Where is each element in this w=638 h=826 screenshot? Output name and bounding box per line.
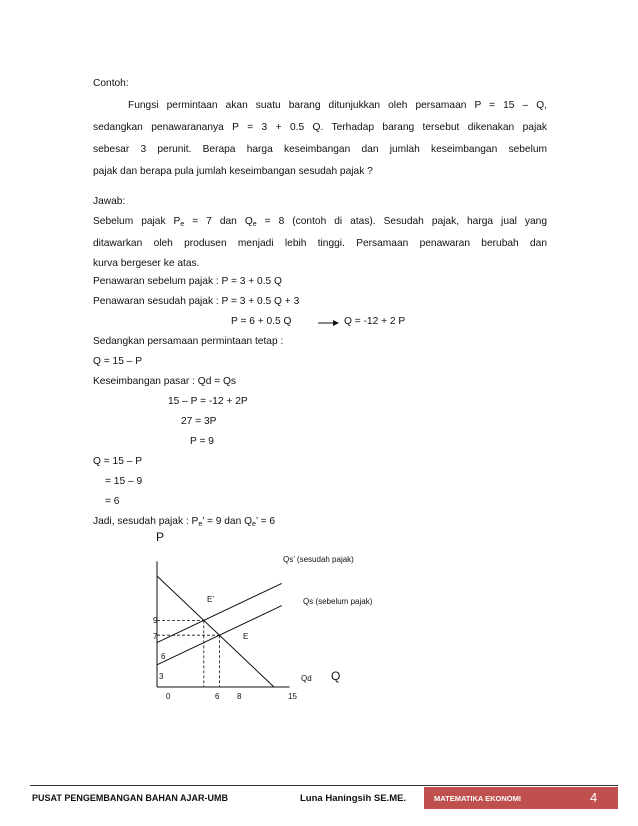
y-tick-9: 9	[153, 616, 158, 625]
before-tax-line: Sebelum pajak $P_e = 7$ dan $Q_e = 8$ (contoh di atas). Sesudah pajak, harga jual yang	[93, 216, 547, 228]
x-tick-15: 15	[288, 692, 297, 701]
q-step-2: = 15 – 9	[105, 476, 143, 487]
y-tick-3: 3	[159, 672, 164, 681]
qd-label: Qd	[301, 674, 312, 683]
solve-step-3: P = 9	[190, 436, 214, 447]
conclusion: Jadi, sesudah pajak : $P_e$’ = 9 dan $Q_e$’ = 6	[93, 516, 276, 528]
demand-fixed: Sedangkan persamaan permintaan tetap :	[93, 336, 284, 347]
footer-author: Luna Haningsih SE.ME.	[300, 793, 407, 804]
y-axis-label: P	[156, 530, 165, 544]
x-axis-label: Q	[331, 669, 341, 683]
para-line-2: kurva bergeser ke atas.	[93, 258, 200, 269]
solve-step-2: 27 = 3P	[181, 416, 217, 427]
q-step-3: = 6	[105, 496, 120, 507]
x-tick-0: 0	[166, 692, 171, 701]
x-tick-6: 6	[215, 692, 220, 701]
example-line-3: sebesar 3 perunit. Berapa harga keseimbangan dan jumlah keseimbangan sebelum	[93, 144, 547, 155]
y-tick-6: 6	[161, 652, 166, 661]
footer-course: MATEMATIKA EKONOMI	[434, 794, 521, 803]
equilibrium-condition: Keseimbangan pasar : Qd = Qs	[93, 376, 236, 387]
series-line-qs-after	[157, 583, 282, 642]
footer-rule	[30, 785, 618, 786]
q-step-1: Q = 15 – P	[93, 456, 142, 467]
example-line-2: sedangkan penawarananya P = 3 + 0.5 Q. Terhadap barang tersebut dikenakan pajak	[93, 122, 547, 133]
supply-after: Penawaran sesudah pajak : P = 3 + 0.5 Q + 3	[93, 296, 300, 307]
supply-before: Penawaran sebelum pajak : P = 3 + 0.5 Q	[93, 276, 282, 287]
solve-step-1: 15 – P = -12 + 2P	[168, 396, 248, 407]
example-line-1: Fungsi permintaan akan suatu barang ditunjukkan oleh persamaan P = 15 – Q,	[128, 100, 547, 111]
answer-heading: Jawab:	[93, 196, 126, 207]
x-tick-8: 8	[237, 692, 242, 701]
y-tick-7: 7	[153, 632, 158, 641]
demand-equation: Q = 15 – P	[93, 356, 142, 367]
series-line-qd	[157, 576, 274, 687]
page-number: 4	[590, 790, 598, 805]
supply-after-simplified: P = 6 + 0.5 Q	[231, 316, 292, 327]
footer-institution: PUSAT PENGEMBANGAN BAHAN AJAR-UMB	[32, 793, 229, 803]
example-line-4: pajak dan berapa pula jumlah keseimbangan sesudah pajak ?	[93, 166, 373, 177]
eq-after-label: E’	[207, 595, 215, 604]
qs-before-label: Qs (sebelum pajak)	[303, 597, 373, 606]
eq-before-label: E	[243, 632, 249, 641]
para-line-1: ditawarkan oleh produsen menjadi lebih tinggi. Persamaan penawaran berubah dan	[93, 238, 547, 249]
qs-after-label: Qs’ (sesudah pajak)	[283, 555, 354, 564]
example-heading: Contoh:	[93, 78, 129, 89]
supply-after-inverse: Q = -12 + 2 P	[344, 316, 406, 327]
